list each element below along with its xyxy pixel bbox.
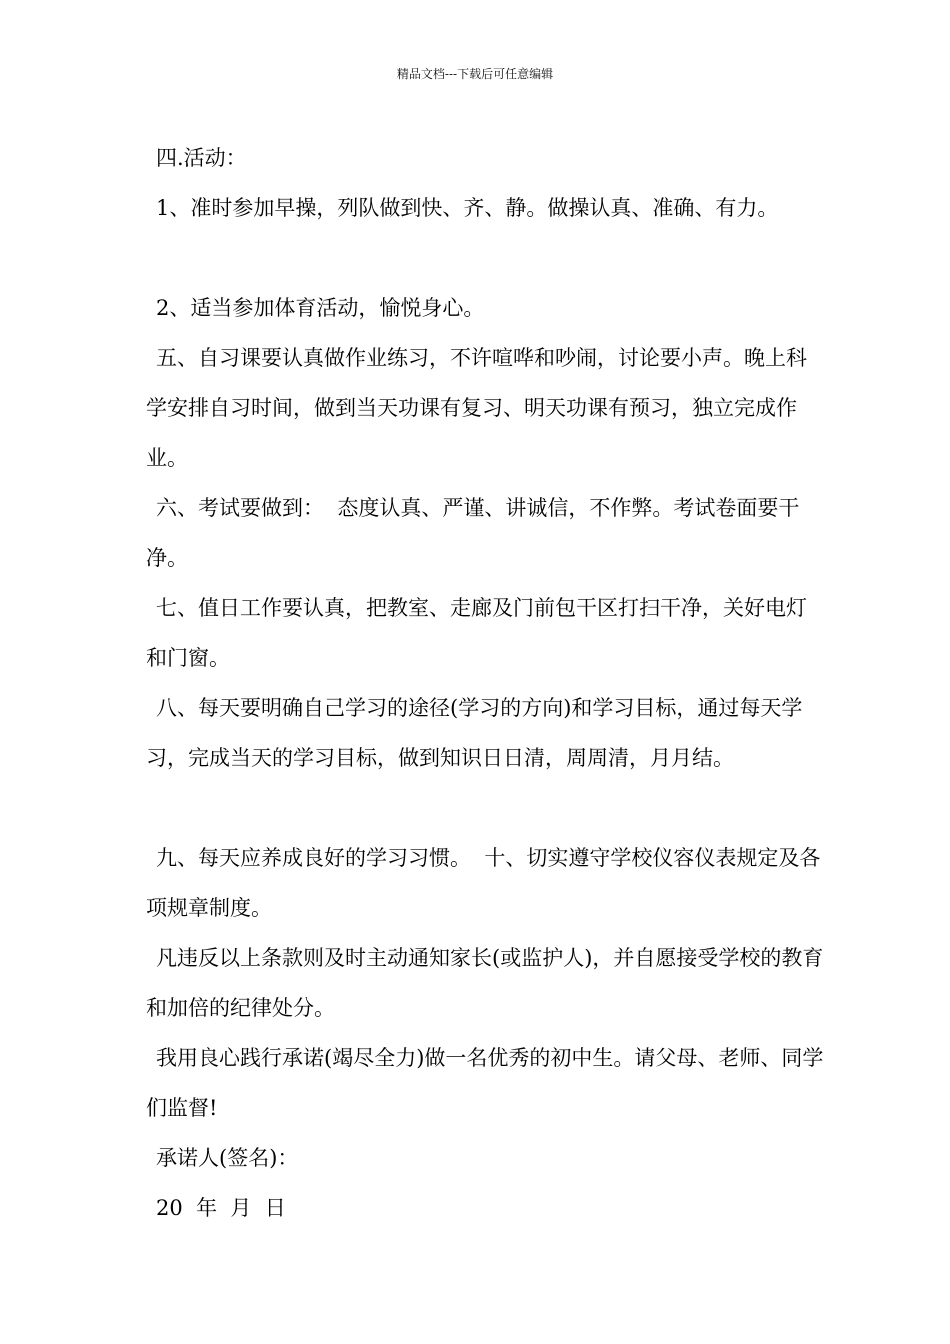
- paragraph-duty: 七、值日工作要认真，把教室、走廊及门前包干区打扫干净，关好电灯和门窗。: [146, 596, 807, 670]
- paragraph-learning-goals: 八、每天要明确自己学习的途径(学习的方向)和学习目标，通过每天学习，完成当天的学习目标，做到知识日日清，周周清，月月结。: [146, 696, 803, 770]
- paragraph-self-study: 五、自习课要认真做作业练习，不许喧哗和吵闹，讨论要小声。晚上科学安排自习时间，做到当天功课有复习、明天功课有预习，独立完成作业。: [146, 346, 807, 470]
- paragraph-violations: 凡违反以上条款则及时主动通知家长(或监护人)，并自愿接受学校的教育和加倍的纪律处分。: [146, 946, 824, 1020]
- paragraph-study-habits: 九、每天应养成良好的学习习惯。 十、切实遵守学校仪容仪表规定及各项规章制度。: [146, 846, 821, 920]
- paragraph-pledge: 我用良心践行承诺(竭尽全力)做一名优秀的初中生。请父母、老师、同学们监督!: [146, 1046, 824, 1120]
- section-heading-activities: 四.活动：: [156, 146, 247, 170]
- paragraph-sports-activity: 2、适当参加体育活动，愉悦身心。: [156, 296, 485, 320]
- date-line: 20 年 月 日: [156, 1196, 286, 1220]
- document-body: [146, 133, 826, 1233]
- page-header: 精品文档---下载后可任意编辑: [396, 67, 554, 81]
- paragraph-morning-exercise: 1、准时参加早操，列队做到快、齐、静。做操认真、准确、有力。: [156, 196, 779, 220]
- paragraph-exams: 六、考试要做到： 态度认真、严谨、讲诚信，不作弊。考试卷面要干净。: [146, 496, 800, 570]
- signature-line: 承诺人(签名)：: [156, 1146, 299, 1170]
